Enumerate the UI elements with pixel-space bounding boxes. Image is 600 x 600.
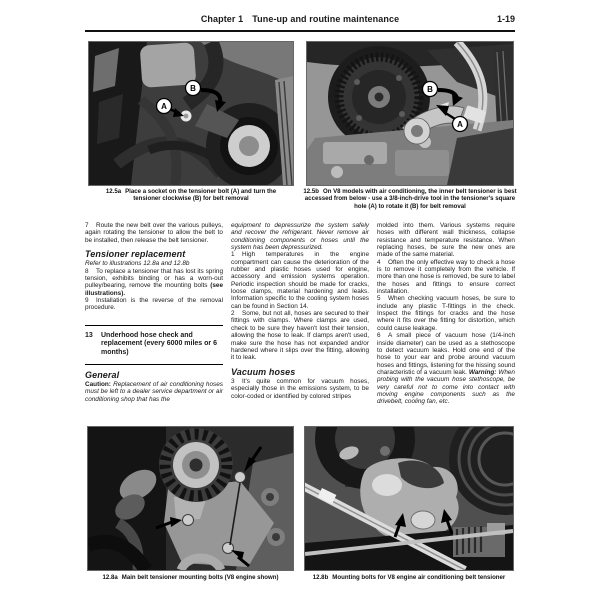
step-number: 5 xyxy=(377,295,381,303)
paragraph-2 xyxy=(231,310,369,361)
page-number: 1-19 xyxy=(496,14,515,24)
step-number: 1 xyxy=(231,251,235,259)
step-text: High temperatures in the engine compartment can cause the deterioration of the rubber and plastic hoses used for engine, accessory and emission systems operation. Periodic inspection should be made for cracks, loose clamps, material hardening and leaks. Information specific to the cooling system hoses can be found in Section 14. xyxy=(231,251,369,310)
step-number: 9 xyxy=(85,297,89,305)
step-number: 3 xyxy=(231,377,235,385)
figure-number: 12.8b xyxy=(312,574,329,581)
caution-text: Replacement of air conditioning hoses must be left to a dealer service department or air conditioning shop that has the xyxy=(85,380,223,403)
step-text: A small piece of vacuum hose (1/4-inch inside diameter) can be used as a stethoscope to detect vacuum leaks. Hold one end of the hose to your ear and probe around vacuum hoses and fittings, listening for the hissing sound characteristic of a vacuum leak. xyxy=(377,332,515,376)
step-text: Often the only effective way to check a hose is to remove it completely from the vehicle. If more than one hose is removed, be sure to label the hoses and fittings to ensure correct installation. xyxy=(377,258,515,296)
section-title: Underhood hose check and replacement (every 6000 miles or 6 months) xyxy=(101,331,217,356)
step-number: 6 xyxy=(377,332,381,340)
paragraph-8 xyxy=(85,268,223,297)
text-column-2 xyxy=(231,222,369,400)
engine-shapes xyxy=(307,42,513,185)
figure-number: 12.5a xyxy=(105,188,122,195)
see-illustrations-ref: (see illustrations). xyxy=(85,282,223,297)
step-number: 2 xyxy=(231,310,235,318)
engine-bay-photo-illustration xyxy=(89,42,293,185)
chapter-number: Chapter 1 xyxy=(200,14,244,24)
callout-a-label: A xyxy=(457,120,463,129)
caution-label: Caution: xyxy=(85,380,111,388)
refer-note: Refer to illustrations 12.8a and 12.8b xyxy=(85,260,190,268)
figure-caption-12-8a xyxy=(88,574,293,581)
figure-number: 12.5b xyxy=(303,188,319,195)
step-number: 8 xyxy=(85,267,89,275)
photo-figure-12-8b xyxy=(305,427,513,570)
figure-number: 12.8a xyxy=(102,574,118,581)
heading-vacuum-hoses: Vacuum hoses xyxy=(231,366,296,377)
callout-a-label: A xyxy=(161,102,167,111)
ac-tensioner-bolts-photo-illustration xyxy=(305,427,513,570)
figure-caption-12-8b xyxy=(303,574,515,581)
header-rule xyxy=(85,30,515,32)
callout-b-label: B xyxy=(427,85,433,94)
step-number: 7 xyxy=(85,222,89,229)
photo-figure-12-5b xyxy=(307,42,513,185)
figure-caption-text: Main belt tensioner mounting bolts (V8 engine shown) xyxy=(121,574,279,581)
heading-tensioner-replacement: Tensioner replacement xyxy=(85,249,186,260)
figure-caption-text: On V8 models with air conditioning, the inner belt tensioner is best accessed from below - use a 3/8-inch-drive tool in the tensioner's square hole (A) to rotate it (B) for belt removal xyxy=(304,188,517,210)
step-text: Installation is the reverse of the removal procedure. xyxy=(85,297,223,312)
caution-paragraph xyxy=(85,381,223,403)
chapter-name: Tune-up and routine maintenance xyxy=(252,14,400,24)
paragraph-3-continued: molded into them. Various systems require hoses with different wall thickness, collapse resistance and temperature resistance. When replacing hoses, be sure the new ones are made of the same material. xyxy=(377,222,515,259)
paragraph-9 xyxy=(85,297,223,312)
step-text: To replace a tensioner that has lost its spring tension, exhibits binding or has a worn-out pulley/bearing, remove the mounting bolts xyxy=(85,267,223,290)
paragraph-6 xyxy=(377,332,515,405)
paragraph-1 xyxy=(231,251,369,310)
warning-text: When probing with the vacuum hose stethoscope, be very careful not to come into contact with moving engine components such as the drivebelt, cooling fan, etc. xyxy=(377,368,515,406)
section-13-heading xyxy=(85,325,223,365)
section-number: 13 xyxy=(85,331,93,339)
chapter-title xyxy=(85,14,515,24)
photo-figure-12-5a xyxy=(89,42,293,185)
caution-continued: equipment to depressurize the system safely and recover the refrigerant. Never remove air conditioning components or hoses until the system has been depressurized. xyxy=(231,222,369,252)
figure-caption-text: Place a socket on the tensioner bolt (A) and turn the tensioner clockwise (B) for belt removal xyxy=(125,188,277,203)
photo-figure-12-8a xyxy=(88,427,293,570)
step-text: Route the new belt over the various pulleys, again rotating the tensioner to allow the belt to be installed, then release the belt tensioner. xyxy=(85,222,223,244)
figure-caption-12-5b xyxy=(303,188,517,210)
tensioner-bolts-photo-illustration xyxy=(88,427,293,570)
paragraph-4 xyxy=(377,259,515,296)
step-number: 4 xyxy=(377,258,381,266)
paragraph-3 xyxy=(231,378,369,400)
paragraph-7 xyxy=(85,222,223,244)
v8-tensioner-photo-illustration xyxy=(307,42,513,185)
page-header xyxy=(85,14,515,27)
warning-label: Warning: xyxy=(468,368,497,376)
heading-general: General xyxy=(85,369,120,380)
step-text: When checking vacuum hoses, be sure to include any plastic T-fittings in the check. Inspect the fittings for cracks and the hose where it fits over the fitting for distortion, which could cause leakage. xyxy=(377,295,515,332)
callout-b-label: B xyxy=(190,84,196,93)
text-column-1 xyxy=(85,222,223,403)
paragraph-5 xyxy=(377,295,515,332)
text-column-3 xyxy=(377,222,515,406)
step-text: It's quite common for vacuum hoses, especially those in the emissions system, to be color-coded or identified by colored stripes xyxy=(231,377,369,400)
figure-caption-text: Mounting bolts for V8 engine air conditioning belt tensioner xyxy=(332,574,506,581)
figure-caption-12-5a xyxy=(99,188,283,203)
step-text: Some, but not all, hoses are secured to their fittings with clamps. Where clamps are used, check to be sure they haven't lost their tension, allowing the hose to leak. If clamps aren't used, make sure the hose has not expanded and/or hardened where it slips over the fitting, allowing it to leak. xyxy=(231,310,369,362)
